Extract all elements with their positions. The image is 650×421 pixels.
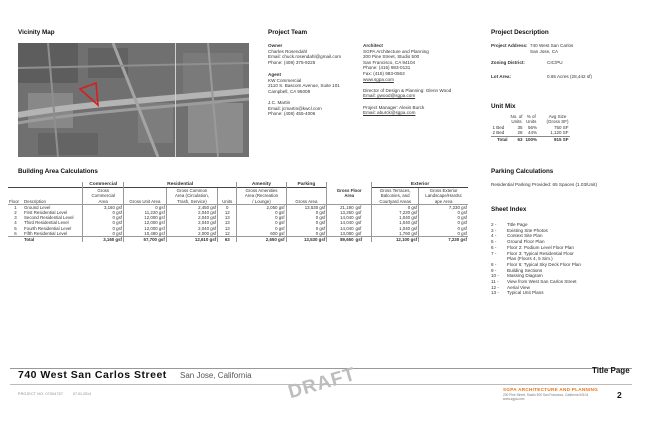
architect-line: Project Manager: Alexis Burck <box>363 104 425 110</box>
unit-mix-row: 2 Bed 28 44% 1,120 SF <box>492 130 569 136</box>
project-address-value: 740 West San Carlos San Jose, CA <box>530 43 574 54</box>
aerial-map-graphic <box>18 43 249 157</box>
architect-line: Director of Design & Planning: Glenn Wood <box>363 87 452 93</box>
group-residential: Residential <box>124 182 237 188</box>
unit-mix-row: 1 Bed 35 56% 750 SF <box>492 124 569 130</box>
area-row: 1 Ground Level 3,160 gsf 0 gsf 2,450 gsf 0 2,050 gsf 13,530 gsf 21,190 gsf 0 gsf 7,230 gsf <box>14 204 467 210</box>
area-total-row: Total 3,160 gsf 57,700 gsf 12,610 gsf 63 2,650 gsf 13,530 gsf 89,650 gsf 12,100 gsf 7,230 gsf <box>8 237 468 243</box>
architect-line: San Francisco, CA 94104 <box>363 59 416 65</box>
area-row: 3 Second Residential Level 0 gsf 12,000 gsf 2,040 gsf 13 0 gsf 0 gsf 14,040 gsf 1,040 gsf 0 gsf <box>14 215 467 221</box>
owner-line: Phone: (408) 375-9225 <box>268 59 316 65</box>
sheet-index-item: Plan (Floors 4, 5 Sim.) <box>507 256 553 262</box>
draft-watermark: DRAFT <box>286 363 359 404</box>
area-row: 6 Fifth Residential Level 0 gsf 10,480 gsf 2,000 gsf 12 600 gsf 0 gsf 13,080 gsf 1,760 gsf 0 gsf <box>14 230 467 236</box>
owner-line: Email: chuck.rosendahl@gmail.com <box>268 54 342 60</box>
vicinity-map-image <box>18 43 249 157</box>
agent-line: Email: jcmartin@kwcl.com <box>268 105 322 111</box>
issue-date: 07.01.2014 <box>73 392 91 396</box>
sheet-index-item: 12 - Aerial View <box>491 284 530 290</box>
sheet-index-item: 9 - Building Sections <box>491 267 543 273</box>
zoning-value: CIC/PU <box>547 60 563 65</box>
group-exterior: Exterior <box>372 182 468 188</box>
sheet-index-item: 3 - Existing Site Photos <box>491 227 548 233</box>
sheet-index-item: 10 - Massing Diagram <box>491 273 543 279</box>
lot-area-value: 0.65 Acres (28,442 sf) <box>547 74 592 79</box>
architect-line: SGPA Architecture and Planning <box>363 48 429 54</box>
sheet-title: Title Page <box>592 366 630 375</box>
group-parking: Parking <box>286 182 327 188</box>
area-row: 4 Third Residential Level 0 gsf 12,000 gsf 2,040 gsf 13 0 gsf 0 gsf 14,040 gsf 1,040 gsf 0 gsf <box>14 220 467 226</box>
sheet-index-item: 11 - View from West San Carlos Street <box>491 279 577 285</box>
architect-heading: Architect <box>363 43 383 48</box>
project-team-title: Project Team <box>268 29 308 36</box>
agent-line: Campbell, CA 95008 <box>268 88 311 94</box>
area-row: 5 Fourth Residential Level 0 gsf 12,000 gsf 2,040 gsf 13 0 gsf 0 gsf 14,040 gsf 1,040 gsf 0 gsf <box>14 225 467 231</box>
project-address-label: Project Address: <box>491 43 528 48</box>
unit-mix-total-row: Total 63 100% 915 SF <box>491 136 570 142</box>
sheet-index-item: 6 - Floor 2: Podium Level Floor Plan <box>491 244 574 250</box>
parking-title: Parking Calculations <box>491 168 554 175</box>
lot-area-label: Lot Area: <box>491 74 511 79</box>
architect-line: 200 Pine Street, Studio 500 <box>363 54 420 60</box>
architect-line: Fax: (415) 983-0563 <box>363 70 405 76</box>
owner-block <box>268 43 341 65</box>
architect-website-link[interactable]: www.sgpa.com <box>363 76 394 82</box>
agent-line: KW Commercial <box>268 77 302 83</box>
sheet-index-item: 4 - Context Site Plan <box>491 233 543 239</box>
architect-email-link[interactable]: Email: gwood@sgpa.com <box>363 93 416 99</box>
firm-website: www.sgpa.com <box>503 397 525 401</box>
sheet-index-item: 13 - Typical Unit Plans <box>491 290 544 296</box>
project-number: PROJECT NO. 07004757 <box>18 392 64 396</box>
owner-heading: Owner <box>268 43 283 48</box>
agent-block <box>268 72 340 117</box>
unit-mix-title: Unit Mix <box>491 103 516 110</box>
group-amenity: Amenity <box>237 182 286 188</box>
sheet-index-title: Sheet Index <box>491 206 527 213</box>
sheet-index-item: 2 - Title Page <box>491 222 528 227</box>
architect-block <box>363 43 451 116</box>
unit-mix-table: No. of % of Avg Size Units Units (Gross SF) 1 Bed 35 56% 750 SF 2 Bed 28 44% 1,120 SF Total 63 100% 915 SF <box>492 114 569 142</box>
firm-address: 200 Pine Street, Studio 500 San Francisco, California 94104 <box>503 393 589 397</box>
zoning-label: Zoning District: <box>491 60 525 65</box>
sheet-index-list <box>491 222 581 296</box>
sheet-index-item: 7 - Floor 3: Typical Residential Floor <box>491 250 574 256</box>
sheet-number: 2 <box>617 390 622 400</box>
sheet-index-item: 8 - Floor 6: Typical Sky Deck Floor Plan <box>491 261 581 267</box>
project-description-title: Project Description <box>491 29 549 36</box>
architect-email-link[interactable]: Email: aburck@sgpa.com <box>363 110 416 116</box>
parking-text: Residential Parking Provided: 65 Spaces (1.03/Unit) <box>491 182 597 187</box>
agent-heading: Agent <box>268 72 282 77</box>
project-location: San Jose, California <box>180 371 252 380</box>
architect-line: Phone: (415) 983-0131 <box>363 65 411 71</box>
area-calc-table: Commercial Residential Amenity Parking Exterior Gross Gross Common Gross Amenities Gross Floor Gross Terraces, Gross Exterior Commercial Area (Circulation, Area (Recreation Area Balconies, and Landscape/Hardsc Floor Description Area Gross Unit Area Trash, Service) Units / Lounge) Gross Area Courtyard Areas ape Area 1 Ground Level 3,160 gsf 0 gsf 2,450 gsf 0 2,050 gsf 13,530 gsf 21,190 gsf 0 gsf 7,230 gsf 2 First Residential Level 0 gsf 11,220 gsf 2,040 gsf 12 0 gsf 0 gsf 13,260 gsf 7,220 gsf 0 gsf 3 Second Residential Level 0 gsf 12,000 gsf 2,040 gsf 13 0 gsf 0 gsf 14,040 gsf 1,040 gsf 0 gsf 4 Third Residential Level 0 gsf 12,000 gsf 2,040 gsf 13 0 gsf 0 gsf 14,040 gsf 1,040 gsf 0 gsf 5 Fourth Residential Level 0 gsf 12,000 gsf 2,040 gsf 13 0 gsf 0 gsf 14,040 gsf 1,040 gsf 0 gsf 6 Fifth Residential Level 0 gsf 10,480 gsf 2,000 gsf 12 600 gsf 0 gsf 13,080 gsf 1,760 gsf 0 gsf Total 3,160 gsf 57,700 gsf 12,610 gsf 63 2,650 gsf 13,530 gsf 89,650 gsf 12,100 gsf 7,230 gsf <box>9 182 467 243</box>
agent-line: J.C. Martin <box>268 99 291 105</box>
sheet-index-item: 5 - Ground Floor Plan <box>491 239 545 245</box>
project-title: 740 West San Carlos Street <box>18 369 167 381</box>
firm-name: SGPA ARCHITECTURE AND PLANNING <box>503 387 599 392</box>
vicinity-map-title: Vicinity Map <box>18 29 55 36</box>
owner-line: Charles Rosendahl <box>268 48 308 54</box>
area-calc-title: Building Area Calculations <box>18 168 98 175</box>
agent-line: 2110 S. Bascom Avenue, Suite 101 <box>268 83 340 89</box>
group-commercial: Commercial <box>83 182 124 188</box>
area-row: 2 First Residential Level 0 gsf 11,220 gsf 2,040 gsf 12 0 gsf 0 gsf 13,260 gsf 7,220 gsf 0 gsf <box>14 210 467 216</box>
agent-line: Phone: (408) 455-4006 <box>268 111 316 117</box>
